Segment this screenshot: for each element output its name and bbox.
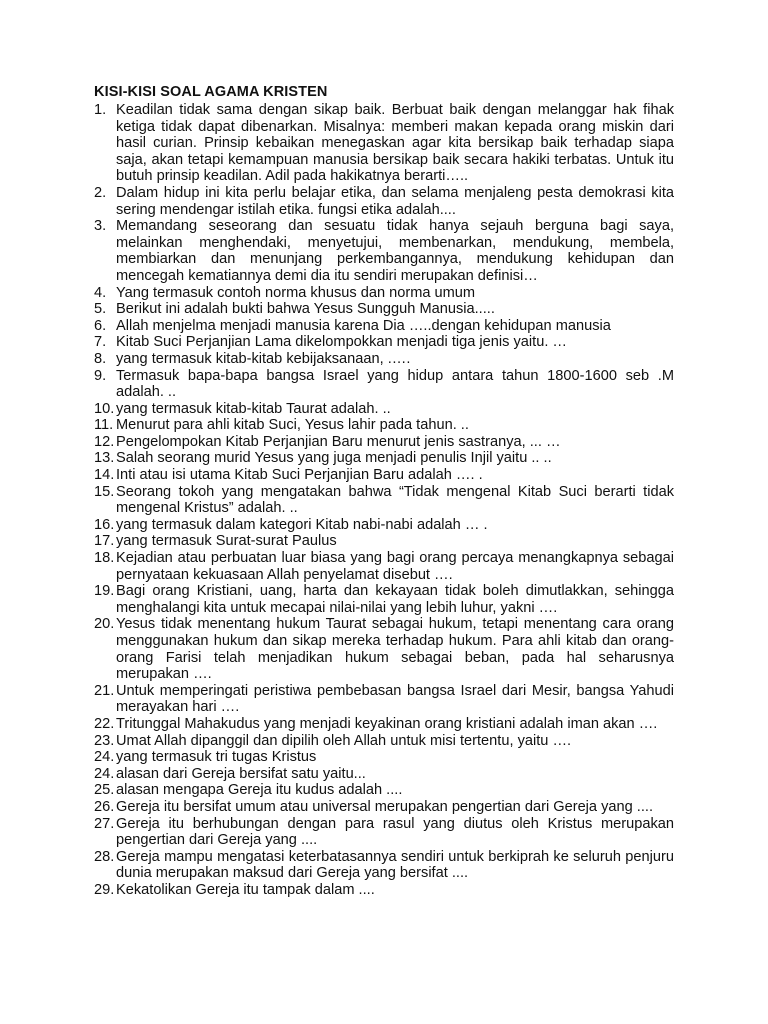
question-number: 8.: [94, 350, 107, 367]
question-text: Berikut ini adalah bukti bahwa Yesus Sungguh Manusia.....: [116, 301, 495, 318]
question-text: alasan dari Gereja bersifat satu yaitu...: [116, 765, 366, 782]
question-number: 18.: [94, 550, 115, 567]
question-item: [94, 782, 674, 799]
question-number: 24.: [94, 765, 115, 782]
question-item: [94, 583, 674, 616]
question-number: 13.: [94, 450, 115, 467]
question-item: [94, 450, 674, 467]
question-text: alasan mengapa Gereja itu kudus adalah ....: [116, 782, 403, 799]
question-number: 3.: [94, 218, 107, 235]
question-text: Seorang tokoh yang mengatakan bahwa “Tidak mengenal Kitab Suci berarti tidak mengenal Kristus” adalah. ..: [116, 483, 674, 517]
question-text: Gereja itu bersifat umum atau universal merupakan pengertian dari Gereja yang ....: [116, 798, 654, 815]
question-text: yang termasuk tri tugas Kristus: [116, 749, 317, 766]
question-item: [94, 334, 674, 351]
question-number: 17.: [94, 533, 115, 550]
question-item: [94, 102, 674, 185]
question-item: [94, 368, 674, 401]
question-text: Kitab Suci Perjanjian Lama dikelompokkan menjadi tiga jenis yaitu. …: [116, 334, 568, 351]
question-item: [94, 218, 674, 284]
question-number: 11.: [94, 417, 114, 434]
question-number: 5.: [94, 301, 107, 318]
question-text: yang termasuk kitab-kitab kebijaksanaan, .….: [116, 350, 411, 367]
question-item: [94, 766, 674, 783]
question-text: yang termasuk kitab-kitab Taurat adalah. ..: [116, 400, 391, 417]
question-item: [94, 401, 674, 418]
document-title: KISI-KISI SOAL AGAMA KRISTEN: [94, 84, 328, 100]
question-item: [94, 733, 674, 750]
question-item: [94, 185, 674, 218]
question-number: 9.: [94, 367, 107, 384]
question-item: [94, 749, 674, 766]
question-number: 28.: [94, 848, 115, 865]
question-number: 15.: [94, 483, 115, 500]
question-number: 10.: [94, 400, 115, 417]
question-item: [94, 351, 674, 368]
question-item: [94, 417, 674, 434]
question-text: Termasuk bapa-bapa bangsa Israel yang hidup antara tahun 1800-1600 seb .M adalah. ..: [116, 367, 674, 401]
question-item: [94, 517, 674, 534]
question-text: Untuk memperingati peristiwa pembebasan bangsa Israel dari Mesir, bangsa Yahudi merayakan hari ….: [116, 682, 674, 716]
question-text: Salah seorang murid Yesus yang juga menjadi penulis Injil yaitu .. ..: [116, 450, 552, 467]
question-item: [94, 484, 674, 517]
question-number: 6.: [94, 317, 107, 334]
question-list: [94, 102, 674, 899]
question-text: Kekatolikan Gereja itu tampak dalam ....: [116, 881, 375, 898]
question-number: 2.: [94, 184, 107, 201]
question-text: Memandang seseorang dan sesuatu tidak hanya sejauh berguna bagi saya, melainkan menghendaki, menyetujui, membenarkan, mendukung, membela, membiarkan dan menunjang perkembangannya, mendukung kehidupan dan mencegah kematiannya demi dia itu sendiri merupakan definisi…: [116, 218, 674, 284]
question-item: [94, 550, 674, 583]
question-number: 24.: [94, 749, 115, 766]
question-item: [94, 318, 674, 335]
question-item: [94, 434, 674, 451]
question-item: [94, 301, 674, 318]
question-text: Kejadian atau perbuatan luar biasa yang bagi orang percaya menangkapnya sebagai pernyataan kekuasaan Allah penyelamat disebut ….: [116, 550, 674, 583]
question-text: Gereja mampu mengatasi keterbatasannya sendiri untuk berkiprah ke seluruh penjuru dunia merupakan maksud dari Gereja yang bersifat ....: [116, 848, 674, 882]
question-text: Inti atau isi utama Kitab Suci Perjanjian Baru adalah …. .: [116, 467, 483, 484]
question-text: Keadilan tidak sama dengan sikap baik. Berbuat baik dengan melanggar hak fihak ketiga tidak dapat dibenarkan. Misalnya: memberi makan kepada orang miskin dari hasil curian. Prinsip kebaikan menegaskan agar kita bersikap baik terhadap siapa saja, akan tetapi kemampuan manusia bersikap baik secara hakiki terbatas. Untuk itu butuh prinsip keadilan. Adil pada hakikatnya berarti…..: [116, 102, 674, 185]
question-number: 23.: [94, 732, 115, 749]
question-number: 25.: [94, 782, 115, 799]
question-item: [94, 882, 674, 899]
question-number: 21.: [94, 682, 115, 699]
question-number: 14.: [94, 467, 115, 484]
question-item: [94, 849, 674, 882]
question-text: yang termasuk dalam kategori Kitab nabi-nabi adalah … .: [116, 516, 488, 533]
question-item: [94, 533, 674, 550]
question-text: Tritunggal Mahakudus yang menjadi keyakinan orang kristiani adalah iman akan ….: [116, 715, 658, 732]
question-number: 4.: [94, 284, 107, 301]
question-number: 22.: [94, 715, 115, 732]
question-item: [94, 799, 674, 816]
question-item: [94, 683, 674, 716]
question-number: 20.: [94, 616, 115, 633]
question-number: 7.: [94, 334, 107, 351]
question-text: Allah menjelma menjadi manusia karena Dia …..dengan kehidupan manusia: [116, 317, 611, 334]
question-text: Yang termasuk contoh norma khusus dan norma umum: [116, 284, 476, 301]
question-number: 12.: [94, 433, 115, 450]
question-text: Dalam hidup ini kita perlu belajar etika, dan selama menjaleng pesta demokrasi kita sering mendengar istilah etika. fungsi etika adalah....: [116, 184, 674, 218]
question-number: 26.: [94, 798, 115, 815]
question-number: 1.: [94, 102, 107, 118]
question-text: Yesus tidak menentang hukum Taurat sebagai hukum, tetapi menentang cara orang menggunakan hukum dan sikap mereka terhadap hukum. Para ahli kitab dan orang-orang Farisi telah menjadikan hukum sebagai beban, pada hal seharusnya merupakan ….: [116, 616, 674, 683]
question-item: [94, 467, 674, 484]
question-number: 19.: [94, 583, 115, 600]
question-item: [94, 616, 674, 682]
question-number: 29.: [94, 881, 115, 898]
question-text: Bagi orang Kristiani, uang, harta dan kekayaan tidak boleh dimutlakkan, sehingga menghalangi kita untuk mecapai nilai-nilai yang lebih luhur, yakni ….: [116, 583, 674, 616]
question-item: [94, 285, 674, 302]
question-number: 27.: [94, 815, 115, 832]
question-item: [94, 816, 674, 849]
question-text: Umat Allah dipanggil dan dipilih oleh Allah untuk misi tertentu, yaitu ….: [116, 732, 572, 749]
question-text: yang termasuk Surat-surat Paulus: [116, 533, 337, 550]
question-text: Pengelompokan Kitab Perjanjian Baru menurut jenis sastranya, ... …: [116, 433, 561, 450]
question-text: Menurut para ahli kitab Suci, Yesus lahir pada tahun. ..: [116, 417, 469, 434]
question-number: 16.: [94, 516, 115, 533]
question-text: Gereja itu berhubungan dengan para rasul yang diutus oleh Kristus merupakan pengertian dari Gereja yang ....: [116, 815, 674, 849]
question-item: [94, 716, 674, 733]
